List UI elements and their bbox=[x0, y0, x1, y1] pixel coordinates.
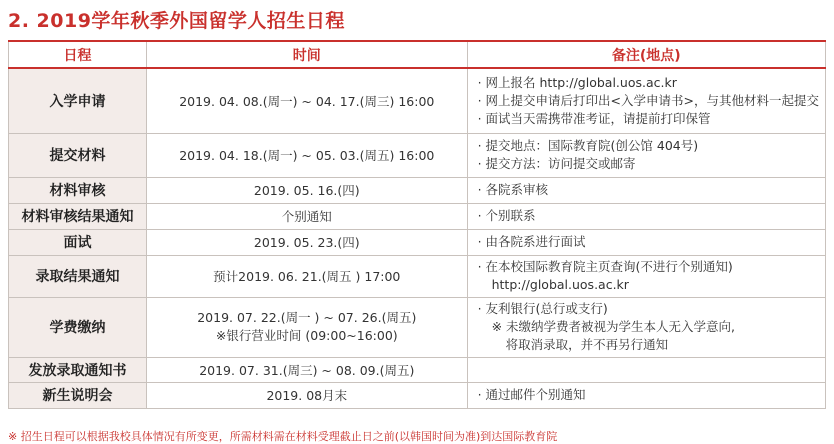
time-cell bbox=[146, 229, 467, 255]
note-line: · 网上报名 http://global.uos.ac.kr bbox=[477, 74, 677, 90]
time-line: 2019. 08月末 bbox=[266, 388, 348, 403]
note-cell bbox=[467, 203, 825, 229]
table-header-row bbox=[9, 41, 826, 68]
time-cell bbox=[146, 177, 467, 203]
note-line: · 各院系审核 bbox=[477, 182, 549, 197]
table-row bbox=[9, 203, 826, 229]
time-line: 2019. 05. 16.(四) bbox=[253, 183, 360, 198]
note-line: · 提交地点：国际教育院(创公馆 404号) bbox=[477, 138, 699, 153]
note-cell bbox=[467, 177, 825, 203]
note-line: · 在本校国际教育院主页查询(不进行个别通知) bbox=[477, 259, 733, 274]
header-time: 时间 bbox=[146, 41, 467, 68]
stage-cell: 发放录取通知书 bbox=[9, 357, 147, 382]
note-line: · 友利银行(总行或支行) bbox=[477, 301, 608, 316]
note-line: · 通过邮件个别通知 bbox=[477, 387, 586, 402]
table-row bbox=[9, 255, 826, 297]
time-line: 2019. 07. 22.(周一 ) ~ 07. 26.(周五) bbox=[197, 310, 417, 325]
schedule-table bbox=[8, 40, 826, 409]
note-cell bbox=[467, 297, 825, 357]
stage-cell: 入学申请 bbox=[9, 68, 147, 133]
stage-cell: 学费缴纳 bbox=[9, 297, 147, 357]
note-line: · 由各院系进行面试 bbox=[477, 234, 586, 249]
note-line: · 面试当天需携带准考证，请提前打印保管 bbox=[477, 110, 711, 126]
header-note: 备注(地点) bbox=[467, 41, 825, 68]
stage-cell: 新生说明会 bbox=[9, 382, 147, 408]
table-row bbox=[9, 177, 826, 203]
stage-cell: 录取结果通知 bbox=[9, 255, 147, 297]
time-line: 2019. 07. 31.(周三) ~ 08. 09.(周五) bbox=[199, 362, 415, 378]
page-title: 2. 2019学年秋季外国留学人招生日程 bbox=[8, 10, 345, 32]
note-cell bbox=[467, 68, 825, 133]
time-cell bbox=[146, 382, 467, 408]
table-row bbox=[9, 68, 826, 133]
time-line: ※银行营业时间 (09:00~16:00) bbox=[215, 328, 398, 343]
note-cell bbox=[467, 357, 825, 382]
stage-cell: 面试 bbox=[9, 229, 147, 255]
note-cell bbox=[467, 229, 825, 255]
note-line: · 提交方法：访问提交或邮寄 bbox=[477, 156, 636, 171]
note-line: ※ 未缴纳学费者被视为学生本人无入学意向, bbox=[491, 319, 736, 334]
table-row bbox=[9, 382, 826, 408]
time-line: 预计2019. 06. 21.(周五 ) 17:00 bbox=[213, 269, 401, 284]
note-cell bbox=[467, 382, 825, 408]
note-line: · 网上提交申请后打印出<入学申请书>，与其他材料一起提交 bbox=[477, 92, 819, 108]
note-cell bbox=[467, 133, 825, 177]
stage-cell: 材料审核结果通知 bbox=[9, 203, 147, 229]
time-cell bbox=[146, 133, 467, 177]
time-cell bbox=[146, 68, 467, 133]
stage-cell: 提交材料 bbox=[9, 133, 147, 177]
footnote: ※ 招生日程可以根据我校具体情况有所变更，所需材料需在材料受理截止日之前(以韩国时间为准)到达国际教育院 bbox=[8, 430, 558, 443]
time-line: 个别通知 bbox=[281, 209, 332, 224]
table-row bbox=[9, 229, 826, 255]
table-row bbox=[9, 357, 826, 382]
header-stage: 日程 bbox=[9, 41, 147, 68]
table-row bbox=[9, 297, 826, 357]
note-link: http://global.uos.ac.kr bbox=[491, 277, 629, 292]
note-line: 将取消录取，并不再另行通知 bbox=[505, 337, 669, 352]
table-row bbox=[9, 133, 826, 177]
time-cell bbox=[146, 357, 467, 382]
time-cell bbox=[146, 297, 467, 357]
note-cell bbox=[467, 255, 825, 297]
time-cell bbox=[146, 203, 467, 229]
time-line: 2019. 04. 18.(周一) ~ 05. 03.(周五) 16:00 bbox=[179, 148, 435, 163]
time-line: 2019. 04. 08.(周一) ~ 04. 17.(周三) 16:00 bbox=[179, 93, 435, 109]
time-line: 2019. 05. 23.(四) bbox=[253, 235, 360, 250]
note-line: · 个别联系 bbox=[477, 208, 536, 223]
time-cell bbox=[146, 255, 467, 297]
stage-cell: 材料审核 bbox=[9, 177, 147, 203]
